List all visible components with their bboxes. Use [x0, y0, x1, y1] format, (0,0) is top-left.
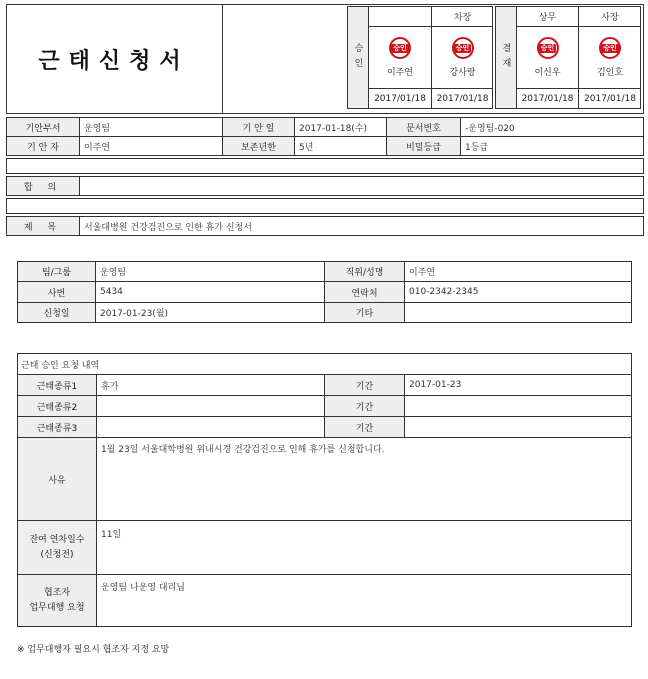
- approval-date-1-text: 2017/01/18: [374, 93, 426, 104]
- approval-label: [348, 7, 368, 108]
- team-label: [18, 262, 95, 281]
- page-title-text: 근태신청서: [38, 48, 190, 74]
- period2-value: [405, 396, 631, 416]
- approval-stamp-icon: [537, 37, 559, 59]
- drafter-value: [80, 137, 222, 155]
- secret-label: [387, 137, 460, 155]
- docno-value-text: -운영팀-020: [465, 123, 515, 134]
- period1-label: [325, 375, 404, 395]
- secret-value: [461, 137, 643, 155]
- empno-label: [18, 282, 95, 302]
- approval-role-2-text: 차장: [453, 13, 472, 23]
- request-section-title-text: 근태 승인 요청 내역: [21, 360, 100, 371]
- docno-label-text: 문서번호: [406, 123, 441, 134]
- reqdate-value-text: 2017-01-23(월): [100, 309, 169, 319]
- team-label-text: 팀/그룹: [41, 268, 72, 278]
- type1-label-text: 근태종류1: [36, 381, 78, 392]
- settlement-role-2: [579, 7, 641, 26]
- reason-value-text: 1월 23일 서울대학병원 위내시경 건강검진으로 인해 휴가를 신청합니다.: [101, 445, 385, 455]
- settlement-date-2: [579, 89, 641, 108]
- reason-label: [18, 438, 96, 520]
- stamp-text: 승인: [455, 43, 470, 52]
- position-value-text: 이주연: [409, 268, 436, 278]
- drafter-label-text: 기 안 자: [27, 142, 59, 153]
- spacer-row: [6, 158, 644, 174]
- coop-value-text: 운영팀 나운영 대리님: [101, 583, 185, 593]
- settlement-signer-2-name: 김인호: [596, 68, 624, 78]
- settlement-label: [496, 7, 516, 108]
- reqdate-label: [18, 303, 95, 322]
- type3-label: [18, 417, 96, 437]
- type2-label-text: 근태종류2: [36, 402, 78, 413]
- subject-label-text: 제 목: [23, 222, 63, 233]
- type2-value: [97, 396, 324, 416]
- contact-value: [405, 282, 631, 302]
- period1-value-text: 2017-01-23: [409, 380, 462, 390]
- approval-date-1: [369, 89, 431, 108]
- type1-label: [18, 375, 96, 395]
- settlement-role-1-text: 상무: [538, 13, 557, 23]
- stamp-text: 승인: [603, 43, 617, 52]
- approval-label-text: 승인: [352, 42, 363, 73]
- period2-label-text: 기간: [355, 402, 374, 413]
- etc-value: [405, 303, 631, 322]
- coop-label-line2: 업무대행 요청: [29, 602, 85, 613]
- settlement-date-2-text: 2017/01/18: [584, 93, 636, 104]
- drafter-value-text: 이주연: [84, 142, 111, 153]
- leave-value-text: 11일: [101, 530, 122, 540]
- type1-value: [97, 375, 324, 395]
- footnote: [17, 642, 617, 656]
- type1-value-text: 휴가: [101, 381, 119, 392]
- approval-signer-2-name: 강사랑: [449, 68, 476, 78]
- empno-value-text: 5434: [100, 287, 123, 297]
- contact-value-text: 010-2342-2345: [409, 287, 479, 297]
- secret-label-text: 비밀등급: [406, 142, 441, 153]
- coop-label: [18, 575, 96, 626]
- reason-value: [101, 442, 627, 516]
- approval-role-1: [369, 7, 431, 26]
- subject-value: [80, 217, 640, 235]
- contact-label-text: 연락처: [351, 288, 378, 299]
- leave-label: [18, 521, 96, 574]
- draft-date-label-text: 기 안 일: [242, 123, 275, 134]
- type3-value: [97, 417, 324, 437]
- etc-label-text: 기타: [355, 309, 374, 319]
- request-section-title: [18, 354, 630, 374]
- etc-label: [325, 303, 404, 322]
- approval-date-2-text: 2017/01/18: [436, 93, 489, 104]
- contact-label: [325, 282, 404, 302]
- stamp-text: 승인: [540, 43, 555, 52]
- dept-value-text: 운영팀: [84, 123, 111, 134]
- leave-label-line1: 잔여 연차일수: [29, 534, 85, 545]
- docno-label: [387, 118, 460, 136]
- agreement-row: [6, 176, 644, 196]
- settlement-signer-2: [579, 27, 641, 88]
- settlement-date-1: [517, 89, 578, 108]
- period3-value: [405, 417, 631, 437]
- approval-signer-2: [432, 27, 493, 88]
- period3-label-text: 기간: [355, 423, 374, 434]
- agreement-label: [7, 177, 79, 195]
- period1-label-text: 기간: [355, 381, 374, 392]
- settlement-signer-1: [517, 27, 578, 88]
- retention-label-text: 보존년한: [241, 142, 276, 153]
- position-label: [325, 262, 404, 281]
- position-value: [405, 262, 631, 281]
- approval-stamp-icon: [599, 37, 621, 59]
- secret-value-text: 1등급: [465, 142, 489, 153]
- type2-label: [18, 396, 96, 416]
- page-title: [6, 4, 222, 114]
- retention-label: [223, 137, 294, 155]
- settlement-role-1: [517, 7, 578, 26]
- approval-stamp-icon: [389, 37, 411, 59]
- stamp-text: 승인: [393, 43, 407, 52]
- settlement-signer-1-name: 이신우: [534, 68, 561, 78]
- period3-label: [325, 417, 404, 437]
- subject-value-text: 서울대병원 건강검진으로 인한 휴가 신청서: [84, 222, 252, 233]
- period1-value: [405, 375, 631, 395]
- settlement-role-2-text: 사장: [601, 13, 619, 23]
- leave-label-line2: (신청전): [40, 549, 74, 560]
- team-value: [96, 262, 324, 281]
- subject-label: [7, 217, 79, 235]
- settlement-date-1-text: 2017/01/18: [521, 93, 574, 104]
- approval-role-2: [432, 7, 493, 26]
- footnote-text: ※ 업무대행자 필요시 협조자 지정 요망: [17, 645, 170, 655]
- retention-value-text: 5년: [299, 142, 314, 153]
- draft-date-value-text: 2017-01-18(수): [299, 123, 368, 134]
- retention-value: [295, 137, 386, 155]
- draft-date-value: [295, 118, 386, 136]
- period2-label: [325, 396, 404, 416]
- approval-date-2: [432, 89, 493, 108]
- dept-label: [7, 118, 79, 136]
- spacer-row: [6, 198, 644, 214]
- approval-signer-1: [369, 27, 431, 88]
- drafter-label: [7, 137, 79, 155]
- empno-label-text: 사번: [47, 288, 66, 299]
- docno-value: [461, 118, 643, 136]
- draft-date-label: [223, 118, 294, 136]
- approval-signer-1-name: 이주연: [386, 68, 414, 78]
- agreement-label-text: 합 의: [23, 182, 63, 193]
- coop-value: [101, 580, 627, 622]
- dept-value: [80, 118, 222, 136]
- leave-value: [101, 527, 627, 571]
- team-value-text: 운영팀: [100, 268, 127, 278]
- position-label-text: 직위/성명: [345, 268, 384, 278]
- reqdate-value: [96, 303, 324, 322]
- dept-label-text: 기안부서: [25, 123, 61, 134]
- reqdate-label-text: 신청일: [43, 309, 70, 319]
- empno-value: [96, 282, 324, 302]
- settlement-label-text: 결재: [500, 42, 511, 73]
- type3-label-text: 근태종류3: [36, 423, 78, 434]
- approval-stamp-icon: [452, 37, 474, 59]
- reason-label-text: 사유: [48, 475, 66, 486]
- coop-label-line1: 협조자: [43, 587, 71, 598]
